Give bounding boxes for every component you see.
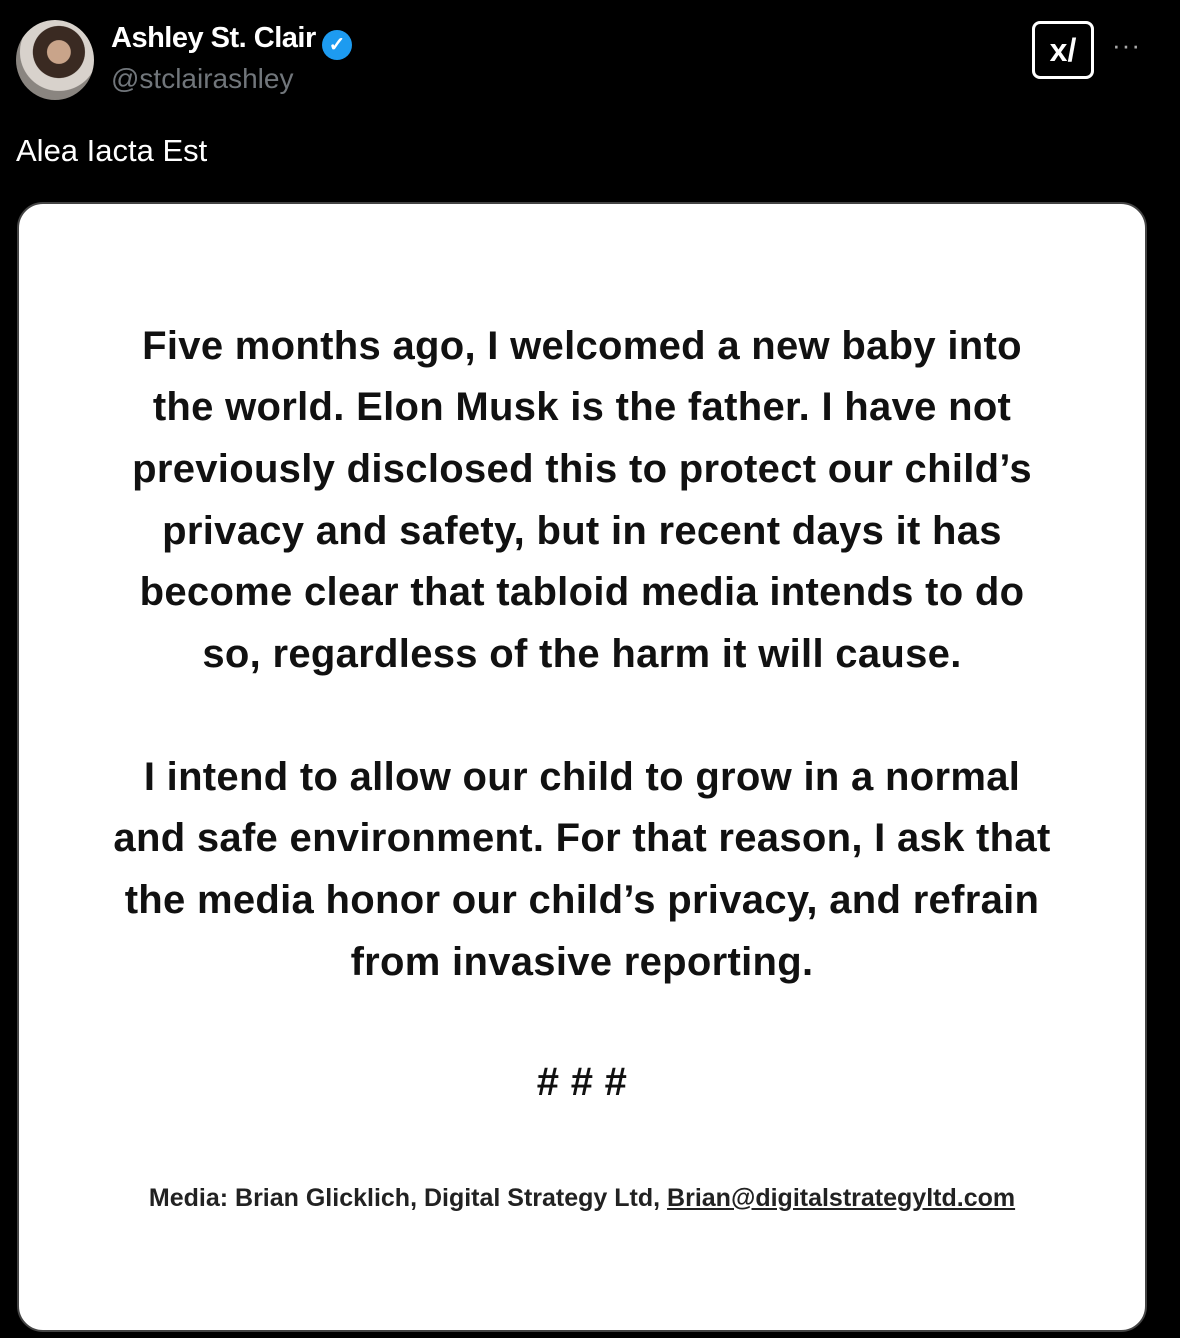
statement-line: the world. Elon Musk is the father. I have not — [152, 385, 1012, 429]
statement-line: so, regardless of the harm it will cause. — [202, 632, 962, 676]
author-name[interactable] — [111, 22, 352, 60]
media-contact-text: Media: Brian Glicklich, Digital Strategy Ltd, — [148, 1184, 668, 1212]
statement-line: become clear that tabloid media intends to do — [139, 570, 1025, 614]
grok-icon[interactable]: x/ — [1032, 21, 1094, 79]
author-handle[interactable]: @stclairashley — [111, 63, 294, 94]
statement-image[interactable] — [17, 202, 1147, 1332]
statement-line: from invasive reporting. — [350, 940, 814, 984]
statement-line: previously disclosed this to protect our child’s — [132, 447, 1032, 491]
verified-badge-icon: ✓ — [322, 30, 352, 60]
avatar[interactable] — [16, 20, 94, 100]
statement-line: I intend to allow our child to grow in a normal — [143, 755, 1021, 799]
tweet-text: Alea Iacta Est — [16, 133, 208, 168]
media-contact — [19, 1184, 1145, 1213]
statement-line: Five months ago, I welcomed a new baby into — [142, 324, 1022, 368]
statement-line: and safe environment. For that reason, I ask that — [113, 816, 1051, 860]
statement-line: the media honor our child’s privacy, and refrain — [124, 878, 1040, 922]
statement-line: privacy and safety, but in recent days it has — [162, 509, 1002, 553]
media-email-link: Brian@digitalstrategyltd.com — [667, 1184, 1016, 1212]
author-name-text: Ashley St. Clair — [111, 22, 316, 54]
more-options-icon[interactable]: ··· — [1112, 30, 1141, 60]
end-mark: # # # — [536, 1060, 628, 1104]
